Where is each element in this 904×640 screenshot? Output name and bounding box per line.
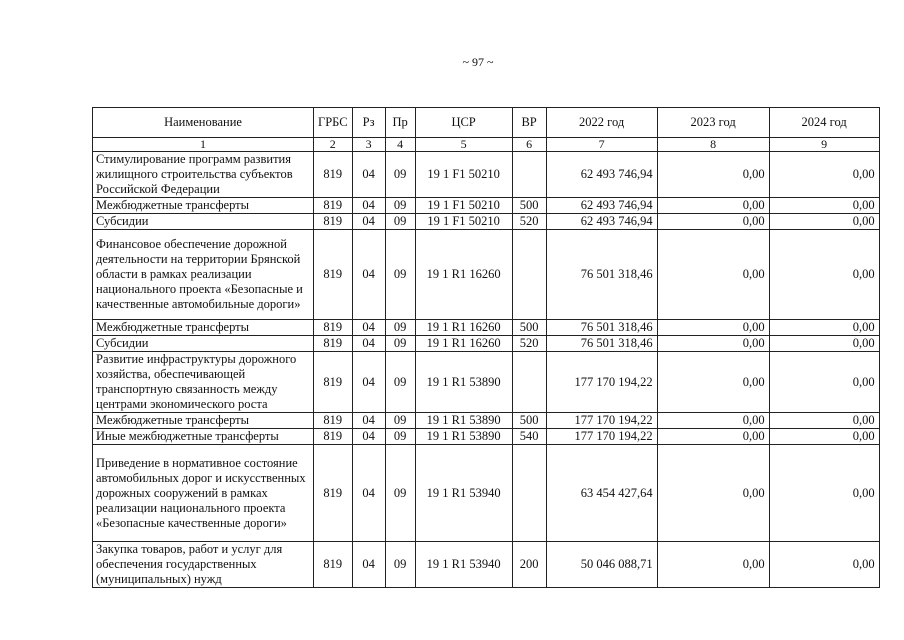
table-row (93, 230, 880, 320)
row-name: Межбюджетные трансферты (93, 320, 314, 336)
row-grbs: 819 (314, 336, 353, 352)
row-csr: 19 1 F1 50210 (415, 152, 512, 198)
row-amount-2024: 0,00 (769, 336, 879, 352)
header-cell: 2024 год (769, 108, 879, 138)
row-csr: 19 1 R1 16260 (415, 230, 512, 320)
row-amount-2023: 0,00 (657, 320, 769, 336)
row-rz: 04 (352, 320, 385, 336)
row-vr (512, 352, 546, 413)
row-rz: 04 (352, 336, 385, 352)
row-csr: 19 1 R1 16260 (415, 320, 512, 336)
row-vr: 500 (512, 320, 546, 336)
row-csr: 19 1 R1 53940 (415, 445, 512, 542)
column-number: 9 (769, 138, 879, 152)
row-amount-2024: 0,00 (769, 413, 879, 429)
column-number: 5 (415, 138, 512, 152)
row-amount-2022: 177 170 194,22 (546, 352, 657, 413)
row-amount-2024: 0,00 (769, 429, 879, 445)
row-grbs: 819 (314, 445, 353, 542)
row-pr: 09 (385, 542, 415, 588)
row-csr: 19 1 R1 16260 (415, 336, 512, 352)
column-number: 7 (546, 138, 657, 152)
row-pr: 09 (385, 198, 415, 214)
row-grbs: 819 (314, 352, 353, 413)
table-row (93, 336, 880, 352)
row-amount-2024: 0,00 (769, 152, 879, 198)
row-amount-2023: 0,00 (657, 230, 769, 320)
column-number: 8 (657, 138, 769, 152)
row-amount-2023: 0,00 (657, 445, 769, 542)
row-name: Развитие инфраструктуры дорожного хозяйства, обеспечивающей транспортную связанность между центрами экономического роста (93, 352, 314, 413)
row-grbs: 819 (314, 413, 353, 429)
row-name: Межбюджетные трансферты (93, 198, 314, 214)
column-number: 1 (93, 138, 314, 152)
column-number: 3 (352, 138, 385, 152)
row-csr: 19 1 F1 50210 (415, 198, 512, 214)
table-row (93, 320, 880, 336)
row-amount-2022: 177 170 194,22 (546, 413, 657, 429)
table-row (93, 413, 880, 429)
row-amount-2024: 0,00 (769, 445, 879, 542)
row-rz: 04 (352, 542, 385, 588)
row-amount-2022: 62 493 746,94 (546, 152, 657, 198)
row-amount-2022: 63 454 427,64 (546, 445, 657, 542)
row-amount-2022: 76 501 318,46 (546, 336, 657, 352)
row-rz: 04 (352, 429, 385, 445)
row-pr: 09 (385, 214, 415, 230)
page-number: ~ 97 ~ (462, 55, 494, 69)
row-rz: 04 (352, 413, 385, 429)
row-amount-2022: 76 501 318,46 (546, 320, 657, 336)
row-amount-2023: 0,00 (657, 429, 769, 445)
header-cell: Пр (385, 108, 415, 138)
row-name: Закупка товаров, работ и услуг для обеспечения государственных (муниципальных) нужд (93, 542, 314, 588)
row-rz: 04 (352, 230, 385, 320)
table-row (93, 429, 880, 445)
header-cell: Наименование (93, 108, 314, 138)
row-pr: 09 (385, 336, 415, 352)
row-rz: 04 (352, 214, 385, 230)
row-amount-2022: 76 501 318,46 (546, 230, 657, 320)
row-pr: 09 (385, 445, 415, 542)
row-name: Иные межбюджетные трансферты (93, 429, 314, 445)
row-vr: 200 (512, 542, 546, 588)
row-amount-2023: 0,00 (657, 198, 769, 214)
column-number-row (93, 138, 880, 152)
table-row (93, 214, 880, 230)
header-row (93, 108, 880, 138)
row-amount-2024: 0,00 (769, 230, 879, 320)
header-cell: ВР (512, 108, 546, 138)
header-cell: Рз (352, 108, 385, 138)
row-pr: 09 (385, 352, 415, 413)
row-rz: 04 (352, 352, 385, 413)
table-row (93, 542, 880, 588)
row-amount-2023: 0,00 (657, 214, 769, 230)
row-vr (512, 445, 546, 542)
row-grbs: 819 (314, 198, 353, 214)
row-csr: 19 1 R1 53890 (415, 413, 512, 429)
row-vr: 520 (512, 214, 546, 230)
row-vr (512, 230, 546, 320)
row-pr: 09 (385, 230, 415, 320)
row-csr: 19 1 F1 50210 (415, 214, 512, 230)
row-pr: 09 (385, 413, 415, 429)
row-grbs: 819 (314, 214, 353, 230)
row-vr: 500 (512, 198, 546, 214)
row-pr: 09 (385, 429, 415, 445)
row-csr: 19 1 R1 53890 (415, 429, 512, 445)
row-vr: 520 (512, 336, 546, 352)
row-rz: 04 (352, 445, 385, 542)
row-grbs: 819 (314, 152, 353, 198)
table-row (93, 352, 880, 413)
row-csr: 19 1 R1 53940 (415, 542, 512, 588)
row-vr: 500 (512, 413, 546, 429)
row-amount-2022: 62 493 746,94 (546, 198, 657, 214)
row-amount-2024: 0,00 (769, 198, 879, 214)
row-amount-2023: 0,00 (657, 152, 769, 198)
row-grbs: 819 (314, 230, 353, 320)
header-cell: ГРБС (314, 108, 353, 138)
column-number: 6 (512, 138, 546, 152)
row-amount-2024: 0,00 (769, 320, 879, 336)
row-name: Финансовое обеспечение дорожной деятельности на территории Брянской области в рамках реализации национального проекта «Безопасные и качественные автомобильные дороги» (93, 230, 314, 320)
table-row (93, 445, 880, 542)
row-csr: 19 1 R1 53890 (415, 352, 512, 413)
row-grbs: 819 (314, 320, 353, 336)
row-amount-2024: 0,00 (769, 214, 879, 230)
row-name: Приведение в нормативное состояние автомобильных дорог и искусственных дорожных сооружений в рамках реализации национального проекта «Безопасные качественные дороги» (93, 445, 314, 542)
header-cell: ЦСР (415, 108, 512, 138)
row-vr: 540 (512, 429, 546, 445)
row-vr (512, 152, 546, 198)
header-cell: 2022 год (546, 108, 657, 138)
row-grbs: 819 (314, 542, 353, 588)
row-grbs: 819 (314, 429, 353, 445)
row-name: Межбюджетные трансферты (93, 413, 314, 429)
row-amount-2024: 0,00 (769, 542, 879, 588)
row-amount-2023: 0,00 (657, 413, 769, 429)
row-amount-2022: 177 170 194,22 (546, 429, 657, 445)
row-pr: 09 (385, 152, 415, 198)
header-cell: 2023 год (657, 108, 769, 138)
row-rz: 04 (352, 152, 385, 198)
row-amount-2022: 62 493 746,94 (546, 214, 657, 230)
row-amount-2022: 50 046 088,71 (546, 542, 657, 588)
column-number: 2 (314, 138, 353, 152)
row-amount-2023: 0,00 (657, 542, 769, 588)
row-name: Субсидии (93, 214, 314, 230)
row-name: Субсидии (93, 336, 314, 352)
row-amount-2023: 0,00 (657, 336, 769, 352)
row-rz: 04 (352, 198, 385, 214)
budget-table (92, 107, 880, 588)
table-row (93, 152, 880, 198)
row-pr: 09 (385, 320, 415, 336)
table-row (93, 198, 880, 214)
row-amount-2024: 0,00 (769, 352, 879, 413)
row-name: Стимулирование программ развития жилищного строительства субъектов Российской Федерации (93, 152, 314, 198)
column-number: 4 (385, 138, 415, 152)
row-amount-2023: 0,00 (657, 352, 769, 413)
